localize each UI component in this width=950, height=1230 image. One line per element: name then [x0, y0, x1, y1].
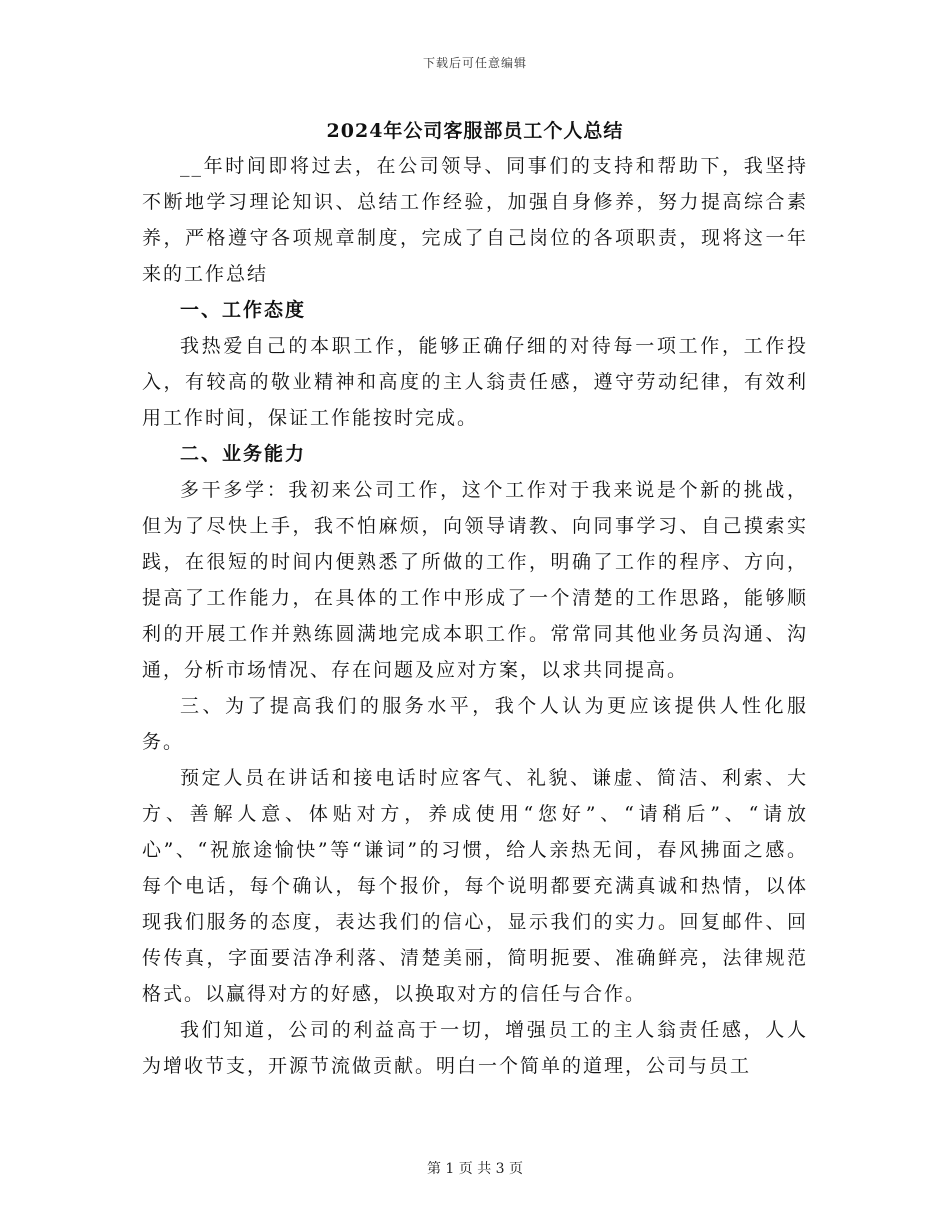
- page-number: 第 1 页 共 3 页: [426, 1161, 524, 1177]
- header-note: 下载后可任意编辑: [422, 56, 527, 70]
- section-paragraph-work-attitude: 我热爱自己的本职工作，能够正确仔细的对待每一项工作，工作投入，有较高的敬业精神和高度的主人翁责任感，遵守劳动纪律，有效利用工作时间，保证工作能按时完成。: [142, 335, 808, 429]
- section-heading-business-ability: 二、业务能力: [180, 443, 307, 465]
- intro-paragraph: __年时间即将过去，在公司领导、同事们的支持和帮助下，我坚持不断地学习理论知识、总结工作经验，加强自身修养，努力提高综合素养，严格遵守各项规章制度，完成了自己岗位的各项职责，现将这一年来的工作总结: [142, 155, 808, 285]
- closing-paragraph: 我们知道，公司的利益高于一切，增强员工的主人翁责任感，人人为增收节支，开源节流做贡献。明白一个简单的道理，公司与员工: [142, 1019, 808, 1077]
- document-body: [142, 148, 808, 1084]
- document-title: 2024年公司客服部员工个人总结: [326, 120, 624, 142]
- section-paragraph-service-manners: 预定人员在讲话和接电话时应客气、礼貌、谦虚、简洁、利索、大方、善解人意、体贴对方，养成使用“您好”、“请稍后”、“请放心”、“祝旅途愉快”等“谦词”的习惯，给人亲热无间，春风拂面之感。每个电话，每个确认，每个报价，每个说明都要充满真诚和热情，以体现我们服务的态度，表达我们的信心，显示我们的实力。回复邮件、回传传真，字面要洁净利落、清楚美丽，简明扼要、准确鲜亮，法律规范格式。以赢得对方的好感，以换取对方的信任与合作。: [142, 767, 808, 1005]
- section-line-service-level: 三、为了提高我们的服务水平，我个人认为更应该提供人性化服务。: [142, 695, 808, 753]
- section-paragraph-business-ability: 多干多学：我初来公司工作，这个工作对于我来说是个新的挑战，但为了尽快上手，我不怕麻烦，向领导请教、向同事学习、自己摸索实践，在很短的时间内便熟悉了所做的工作，明确了工作的程序、方向，提高了工作能力，在具体的工作中形成了一个清楚的工作思路，能够顺利的开展工作并熟练圆满地完成本职工作。常常同其他业务员沟通、沟通，分析市场情况、存在问题及应对方案，以求共同提高。: [142, 479, 808, 681]
- section-heading-work-attitude: 一、工作态度: [180, 299, 307, 321]
